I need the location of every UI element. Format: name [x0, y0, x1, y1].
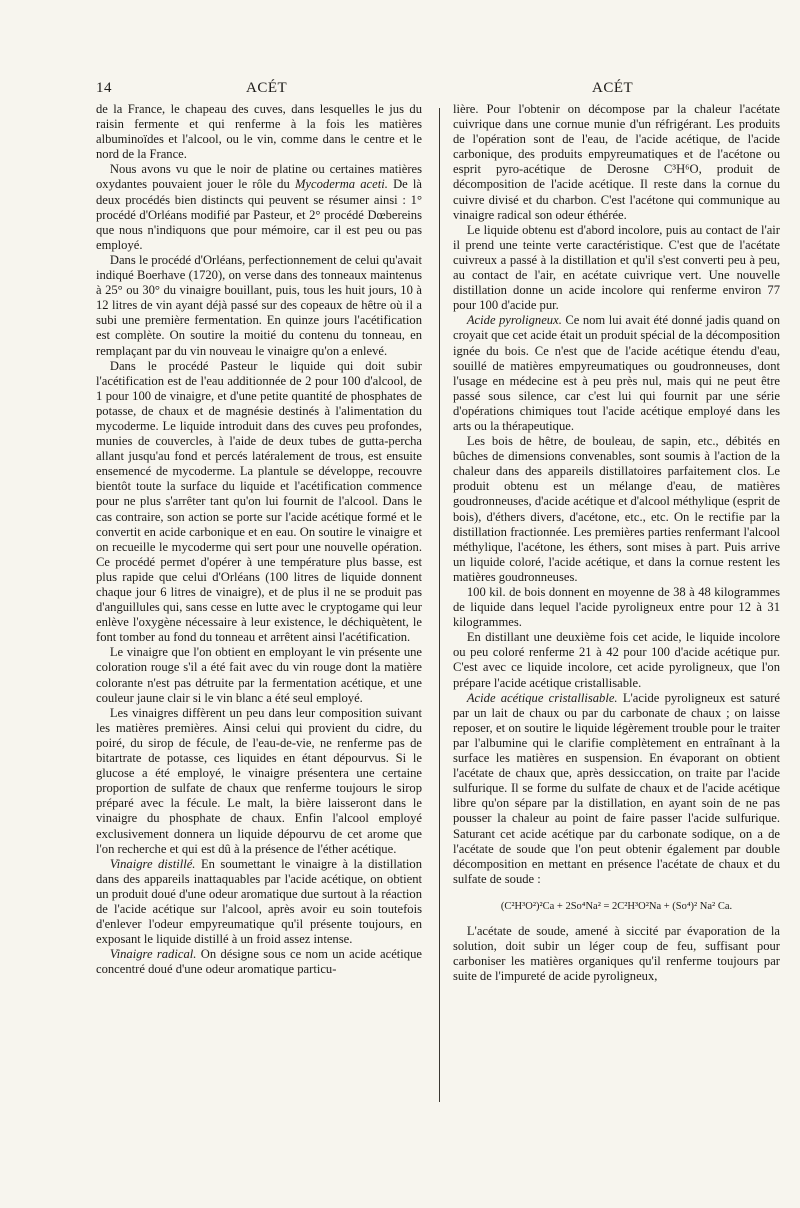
paragraph: Le liquide obtenu est d'abord incolore, puis au contact de l'air il prend une teinte verte caractéristique. C'est que de l'acétate cuivreux a passé à la distillation et qu'il s'est converti peu à peu, au contact de l'air, en acétate cuivrique vert. Une nouvelle distillation donne un acide incolore qui renferme environ 77 pour 100 d'acide pur. [453, 222, 780, 313]
page-number: 14 [96, 80, 112, 96]
paragraph [96, 947, 422, 977]
running-head-left: ACÉT [246, 80, 288, 96]
paragraph-text: En soumettant le vinaigre à la distillation dans des appareils inattaquables par l'acide acétique, on obtient un produit doué d'une odeur aromatique due surtout à la réaction de l'acide acétique sur l'alcool, après avoir eu soin toutefois d'enlever l'odeur empyreumatique qu'il présente toujours, en exposant le liquide distillé à un froid assez intense. [96, 856, 422, 947]
paragraph [96, 162, 422, 253]
paragraph-text: Ce nom lui avait été donné jadis quand on croyait que cet acide était un produit spécial de la décomposition ignée du bois. Ce n'est que de l'acide acétique étendu d'eau, souillé de matières empyreumatiques ou goudronneuses, dont l'usage en médecine est à peu près nul, mais qui ne peut être passé sous silence, car c'est lui qui fournit par une série d'opérations chimiques tout l'acide acétique employé dans les arts ou la thérapeutique. [453, 313, 781, 433]
section-term: Vinaigre distillé. [109, 856, 196, 871]
section-term: Acide acétique cristallisable. [466, 690, 618, 705]
paragraph-text: De là deux procédés bien distincts qui peuvent se résumer ainsi : 1° procédé d'Orléans modifié par Pasteur, et 2° procédé Dœbereins que nous n'indiquons que pour mémoire, car il est peu ou pas employé. [96, 177, 423, 252]
chemical-formula: (C²H³O²)²Ca + 2So⁴Na² = 2C²H³O²Na + (So⁴)² Na² Ca. [500, 900, 733, 912]
running-head-right: ACÉT [592, 80, 634, 96]
italic-term: Mycoderma aceti. [294, 177, 388, 192]
paragraph [453, 691, 780, 887]
paragraph [96, 857, 422, 948]
paragraph: Dans le procédé Pasteur le liquide qui doit subir l'acétification est de l'eau additionnée de 2 pour 100 d'alcool, de 1 pour 100 de vinaigre, et d'une petite quantité de phosphates de potasse, de chaux et de magnésie destinés à l'alimentation du mycoderme. Le liquide introduit dans des cuves peu profondes, munies de couvercles, à l'aide de deux tubes de gutta-percha allant jusqu'au fond et percés latéralement de trous, est ensuite ensemencé de mycoderme. La plantule se développe, recouvre bientôt toute la surface du liquide et l'acétification commence pour ne plus s'arrêter tant qu'on lui fournit de l'alcool. Dans le cas contraire, son action se porte sur l'acide acétique formé et le convertit en acide carbonique et en eau. On soutire le vinaigre et on recueille le mycoderme qui sert pour une nouvelle opération. Ce procédé permet d'opérer à une température plus basse, est plus rapide que celui d'Orléans (100 litres de liquide donnent chaque jour 6 litres de vinaigre), et de plus il ne se produit pas d'anguillules qui, sans cesse en lutte avec le cryptogame qui leur enlève l'oxygène nécessaire à leur existence, le déchiquètent, le font tomber au fond du tonneau et arrêtent ainsi l'acétification. [96, 358, 422, 645]
paragraph: En distillant une deuxième fois cet acide, le liquide incolore ou peu coloré renferme 21 à 42 pour 100 d'acide acétique pur. C'est avec ce liquide incolore, cet acide pyroligneux, que l'on prépare l'acide acétique cristallisable. [453, 630, 780, 690]
paragraph: de la France, le chapeau des cuves, dans lesquelles le jus du raisin fermente et qui renferme à la fois les matières albuminoïdes et l'alcool, ou le vin, comme dans le centre et le nord de la France. [96, 102, 422, 162]
paragraph: Les bois de hêtre, de bouleau, de sapin, etc., débités en bûches de dimensions convenables, sont soumis à l'action de la chaleur dans des appareils distillatoires parfaitement clos. Le produit obtenu est un mélange d'eau, de matières goudronneuses, d'acide acétique et d'alcool méthylique (esprit de bois), d'éthers divers, d'acétone, etc., etc. On le rectifie par la distillation fractionnée. Les premières parties renfermant l'alcool méthylique, l'acétone, les éthers, sont mises à part. Puis arrive un liquide coloré, l'acide acétique, et dans la cornue restent les matières goudronneuses. [453, 434, 780, 584]
paragraph-text: On désigne sous ce nom un acide acétique concentré doué d'une odeur aromatique particu- [96, 947, 422, 977]
paragraph: Dans le procédé d'Orléans, perfectionnement de celui qu'avait indiqué Boerhave (1720), on verse dans des tonneaux maintenus à 25° ou 30° du vinaigre bouillant, puis, tous les huit jours, 10 à 12 litres de vin ayant déjà passé sur des copeaux de hêtre où il a subi une première fermentation. En quinze jours l'acétification est complète. On soutire la moitié du contenu du tonneau, en remplaçant par du vin nouveau le vinaigre qu'on a enlevé. [96, 252, 422, 358]
paragraph: lière. Pour l'obtenir on décompose par la chaleur l'acétate cuivrique dans une cornue munie d'un réfrigérant. Les produits de l'opération sont de l'eau, de l'acide acétique, de l'acide carbonique, des produits empyreumatiques et de l'acétone ou esprit pyro-acétique de Derosne C³H⁶O, produit de décomposition de l'acide acétique. Il reste dans la cornue du cuivre divisé et du charbon. C'est l'acétone qui communique au vinaigre radical son odeur éthérée. [453, 102, 780, 222]
paragraph-text: L'acide pyroligneux est saturé par un lait de chaux ou par du carbonate de chaux ; on laisse reposer, et on soutire le liquide légèrement trouble pour le traiter par l'albumine qui le clarifie complètement en entraînant à la surface les matières en suspension. En évaporant on obtient l'acétate de chaux que, après dessiccation, on traite par l'acide sulfurique. Il se forme du sulfate de chaux et de l'acide acétique libre qu'on sépare par la distillation, en ayant soin de ne pas pousser la chaleur au point de faire passer l'acide sulfurique. Saturant cet acide acétique par du carbonate sodique, on a de l'acétate de soude que l'on peut obtenir également par double décomposition en mettant en présence l'acétate de chaux et du sulfate de soude : [453, 690, 780, 886]
section-term: Vinaigre radical. [109, 947, 197, 962]
section-term: Acide pyroligneux. [466, 313, 562, 328]
paragraph: Les vinaigres diffèrent un peu dans leur composition suivant les matières premières. Ainsi celui qui provient du cidre, du poiré, du sirop de fécule, de l'eau-de-vie, ne renferme pas de bitartrate de potasse, ces liquides en étant dépourvus. Si le glucose a été employé, le vinaigre présentera une certaine proportion de sulfate de chaux que renferme toujours le sirop préparé avec la fécule. Le malt, la bière laisseront dans le vinaigre du phosphate de chaux. Enfin l'alcool employé exclusivement donnera un liquide dépourvu de cet arome que l'on recherche et qui est dû à la présence de l'éther acétique. [96, 705, 422, 856]
column-divider [439, 108, 440, 1102]
left-column [96, 102, 422, 977]
paragraph: L'acétate de soude, amené à siccité par évaporation de la solution, doit subir un léger coup de feu, suffisant pour carboniser les matières organiques qu'il renferme toujours par suite de l'impureté de acide pyroligneux, [453, 923, 780, 984]
running-header [0, 80, 800, 104]
paragraph-text: Nous avons vu que le noir de platine ou certaines matières oxydantes pouvaient jouer le rôle du [96, 162, 422, 192]
right-column [453, 102, 780, 984]
paragraph [453, 313, 780, 434]
paragraph: Le vinaigre que l'on obtient en employant le vin présente une coloration rouge s'il a été fait avec du vin rouge dont la matière colorante n'est pas détruite par la fermentation acétique, et une couleur jaune clair si le vin blanc a été seul employé. [96, 645, 422, 705]
paragraph: 100 kil. de bois donnent en moyenne de 38 à 48 kilogrammes de liquide dans lequel l'acide pyroligneux entre pour 12 à 31 kilogrammes. [453, 585, 780, 630]
